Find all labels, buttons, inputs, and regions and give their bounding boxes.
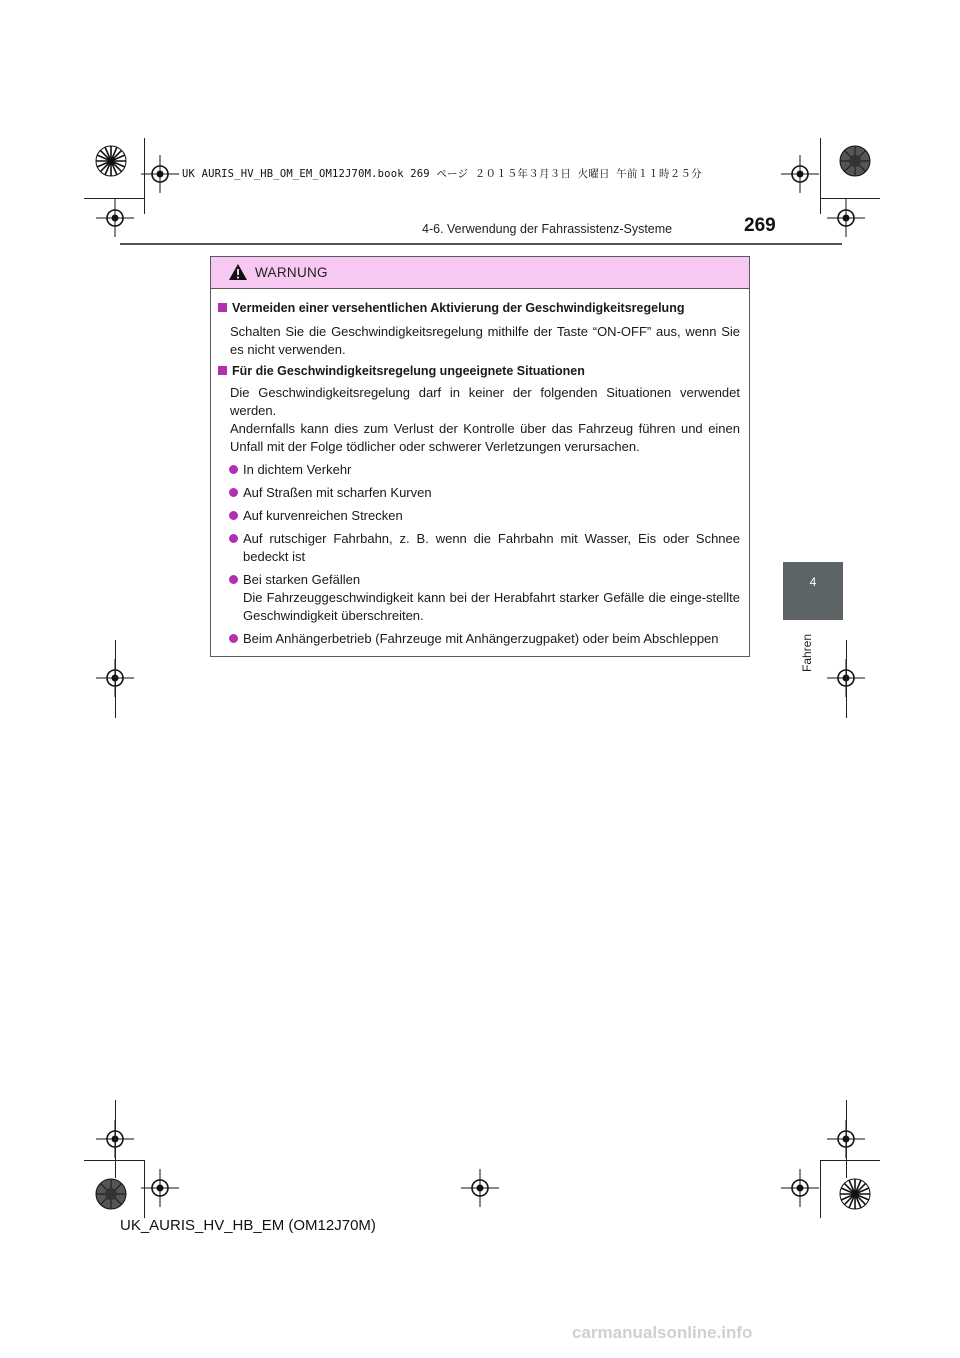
watermark: carmanualsonline.info (572, 1323, 753, 1342)
crop-line (115, 1100, 116, 1178)
registration-mark-upper-left (96, 199, 134, 237)
round-bullet-icon (229, 465, 238, 474)
rosette-mark-top-right (839, 145, 871, 177)
section-text: Andernfalls kann dies zum Verlust der Kontrolle über das Fahrzeug führen und einen Unfall mit der Folge tödlicher oder schwerer Verletzungen verursachen. (230, 421, 740, 454)
crop-line (84, 1160, 144, 1161)
crop-line (820, 1160, 821, 1218)
crop-line (820, 138, 821, 214)
chapter-tab (783, 562, 843, 620)
footer-document-code: UK_AURIS_HV_HB_EM (OM12J70M) (120, 1217, 376, 1234)
book-file-info: UK AURIS_HV_HB_OM_EM_OM12J70M.book 269 ページ ２０１５年３月３日 火曜日 午前１１時２５分 (182, 168, 702, 180)
chapter-label (800, 632, 830, 672)
rosette-mark-top-left (95, 145, 127, 177)
warning-title: WARNUNG (255, 265, 328, 280)
list-item: In dichtem Verkehr (243, 462, 352, 477)
section-text: Die Geschwindigkeitsregelung darf in keiner der folgenden Situationen verwendet werden. (230, 385, 740, 418)
chapter-number: 4 (809, 575, 817, 589)
square-bullet-icon (218, 303, 227, 312)
round-bullet-icon (229, 511, 238, 520)
registration-mark-bottom-right (781, 1169, 819, 1207)
warning-box (210, 256, 750, 657)
list-item: Beim Anhängerbetrieb (Fahrzeuge mit Anhängerzugpaket) oder beim Abschleppen (243, 631, 719, 646)
rosette-mark-bottom-left (95, 1178, 127, 1210)
section-heading: Vermeiden einer versehentlichen Aktivierung der Geschwindigkeitsregelung (232, 301, 685, 315)
round-bullet-icon (229, 575, 238, 584)
round-bullet-icon (229, 634, 238, 643)
list-item-detail: Die Fahrzeuggeschwindigkeit kann bei der Herabfahrt starker Gefälle die einge-stellte Geschwindigkeit überschreiten. (243, 590, 740, 623)
section-heading: Für die Geschwindigkeitsregelung ungeeignete Situationen (232, 364, 585, 378)
registration-mark-bottom-left (141, 1169, 179, 1207)
page-number: 269 (744, 215, 776, 236)
list-item: Bei starken Gefällen (243, 572, 361, 587)
round-bullet-icon (229, 534, 238, 543)
crop-line (820, 1160, 880, 1161)
square-bullet-icon (218, 366, 227, 375)
list-item: Auf kurvenreichen Strecken (243, 508, 403, 523)
crop-line (144, 1160, 145, 1218)
registration-mark-upper-right (827, 199, 865, 237)
header-rule (120, 243, 842, 245)
section-title: 4-6. Verwendung der Fahrassistenz-Systeme (422, 222, 673, 236)
chapter-label-text: Fahren (800, 633, 814, 672)
registration-mark-bottom-center (461, 1169, 499, 1207)
crop-line (846, 640, 847, 718)
rosette-mark-bottom-right (839, 1178, 871, 1210)
section-text: Schalten Sie die Geschwindigkeitsregelung mithilfe der Taste “ON-OFF” aus, wenn Sie es nicht verwenden. (230, 324, 740, 357)
crop-line (846, 1100, 847, 1178)
list-item: Auf rutschiger Fahrbahn, z. B. wenn die Fahrbahn mit Wasser, Eis oder Schnee bedeckt ist (243, 531, 740, 564)
warning-header (211, 257, 749, 289)
registration-mark-top-right (781, 155, 819, 193)
crop-line (144, 138, 145, 214)
warning-triangle-icon (228, 263, 248, 281)
round-bullet-icon (229, 488, 238, 497)
registration-mark-top-left (141, 155, 179, 193)
crop-line (115, 640, 116, 718)
crop-line (84, 198, 144, 199)
crop-line (820, 198, 880, 199)
list-item: Auf Straßen mit scharfen Kurven (243, 485, 432, 500)
